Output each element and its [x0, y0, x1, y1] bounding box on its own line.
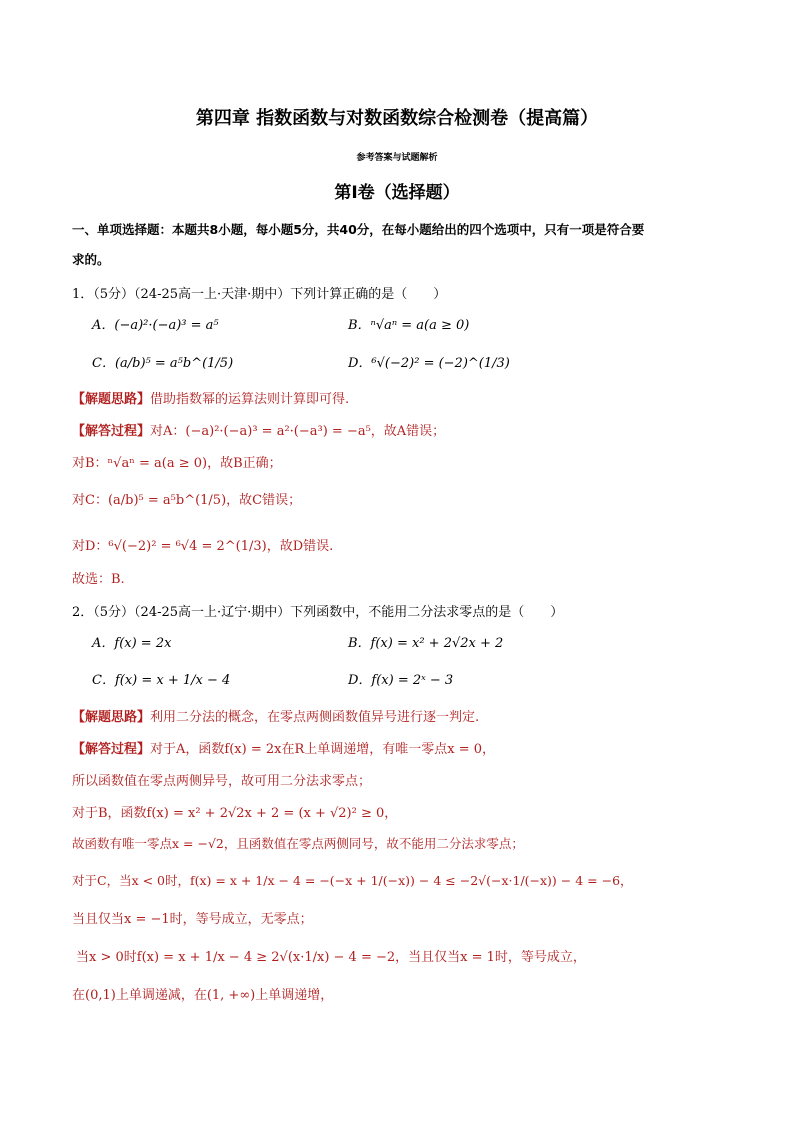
q1-idea-label: 【解题思路】 — [72, 392, 151, 407]
q1-idea-text: 借助指数幂的运算法则计算即可得. — [150, 392, 350, 407]
q1-process-label: 【解答过程】 — [72, 424, 151, 439]
q2-process-8: 在(0,1)上单调递减，在(1, +∞)上单调递增， — [72, 988, 334, 1003]
q1-process-c: 对C：(a/b)⁵ = a⁵b^(1/5)，故C错误； — [72, 493, 302, 508]
page-subtitle: 参考答案与试题解析 — [356, 153, 438, 163]
q1-process-d: 对D：⁶√(−2)² = ⁶√4 = 2^(1/3)，故D错误. — [72, 539, 334, 554]
q1-process-a-text: 对A：(−a)²·(−a)³ = a²·(−a³) = −a⁵，故A错误； — [150, 424, 446, 439]
q2-idea — [72, 706, 479, 725]
q2-process-2: 所以函数值在零点两侧异号，故可用二分法求零点； — [72, 774, 372, 789]
q2-option-a: A．f(x) = 2x — [92, 636, 172, 651]
q2-process-1-text: 对于A，函数f(x) = 2x在R上单调递增，有唯一零点x = 0， — [150, 742, 495, 757]
q2-idea-text: 利用二分法的概念，在零点两侧函数值异号进行逐一判定. — [150, 710, 480, 725]
q2-process-label: 【解答过程】 — [72, 742, 151, 757]
q2-process-6: 当且仅当x = −1时，等号成立，无零点； — [72, 912, 313, 927]
q2-idea-label: 【解题思路】 — [72, 710, 151, 725]
part-heading: 第I卷（选择题） — [334, 183, 460, 203]
q2-process-7: 当x > 0时f(x) = x + 1/x − 4 ≥ 2√(x·1/x) − 4 = −2，当且仅当x = 1时，等号成立， — [76, 950, 586, 965]
q1-process-b: 对B：ⁿ√aⁿ = a(a ≥ 0)，故B正确； — [72, 456, 282, 471]
q1-option-d: D．⁶√(−2)² = (−2)^(1/3) — [348, 356, 510, 371]
q2-process-3: 对于B，函数f(x) = x² + 2√2x + 2 = (x + √2)² ≥ 0， — [72, 806, 398, 821]
q1-process-a — [72, 420, 445, 439]
q1-idea — [72, 388, 349, 407]
section-instruction-line2: 求的。 — [72, 252, 110, 267]
q1-answer: 故选：B. — [72, 572, 125, 587]
page-title: 第四章 指数函数与对数函数综合检测卷（提高篇） — [195, 108, 599, 129]
q2-process-4: 故函数有唯一零点x = −√2，且函数值在零点两侧同号，故不能用二分法求零点； — [72, 836, 524, 851]
q1-stem: 1．（5分）（24-25高一上·天津·期中）下列计算正确的是（ ） — [72, 287, 447, 302]
q2-option-b: B．f(x) = x² + 2√2x + 2 — [348, 636, 504, 651]
q2-stem: 2．（5分）（24-25高一上·辽宁·期中）下列函数中，不能用二分法求零点的是（ ） — [72, 605, 564, 620]
section-instruction-line1: 一、单项选择题：本题共8小题，每小题5分，共40分，在每小题给出的四个选项中，只有一项是符合要 — [72, 222, 645, 237]
q1-option-b: B．ⁿ√aⁿ = a(a ≥ 0) — [348, 318, 470, 333]
q1-option-a: A．(−a)²·(−a)³ = a⁵ — [92, 318, 219, 333]
q2-process-1 — [72, 738, 495, 757]
q2-option-c: C．f(x) = x + 1/x − 4 — [92, 673, 231, 688]
q2-process-5: 对于C，当x < 0时，f(x) = x + 1/x − 4 = −(−x + 1/(−x)) − 4 ≤ −2√(−x·1/(−x)) − 4 = −6， — [72, 873, 633, 888]
q2-option-d: D．f(x) = 2ˣ − 3 — [348, 673, 454, 688]
q1-option-c: C．(a/b)⁵ = a⁵b^(1/5) — [92, 356, 234, 371]
